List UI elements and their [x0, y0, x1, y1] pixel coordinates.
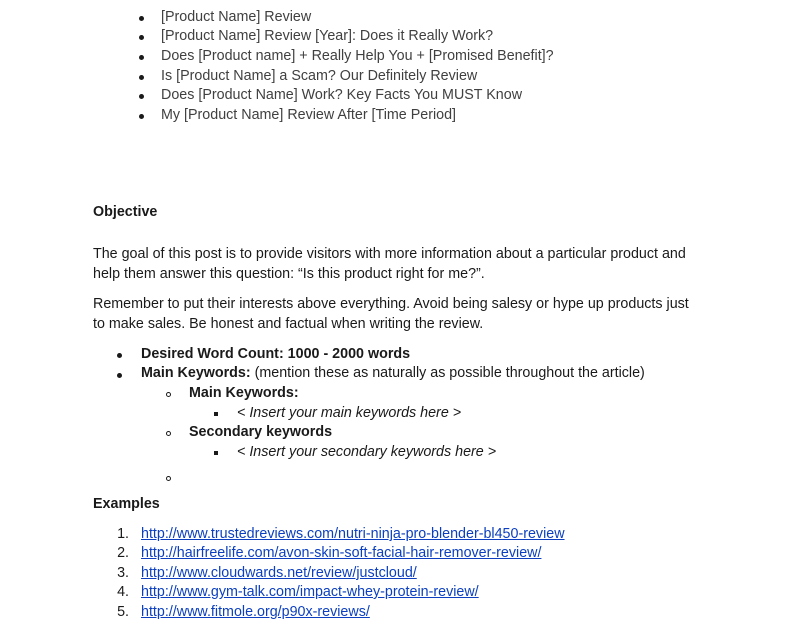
circle-bullet-icon [166, 476, 171, 481]
bullet-icon [117, 353, 122, 358]
word-count: Desired Word Count: 1000 - 2000 words [141, 346, 411, 362]
list-item: [Product Name] Review [Year]: Does it Really Work? [161, 28, 494, 44]
objective-heading: Objective [93, 204, 158, 220]
main-keywords-item [141, 364, 645, 383]
objective-paragraph-line: The goal of this post is to provide visitors with more information about a particular product and [93, 246, 686, 262]
list-number: 4. [117, 584, 129, 600]
examples-heading: Examples [93, 496, 160, 512]
square-bullet-icon [214, 412, 218, 416]
list-number: 2. [117, 545, 129, 561]
secondary-keywords-placeholder: < Insert your secondary keywords here > [237, 444, 497, 460]
bullet-icon [139, 35, 144, 40]
main-keywords-note: (mention these as naturally as possible throughout the article) [250, 365, 645, 381]
bullet-icon [117, 373, 122, 378]
example-link[interactable]: http://www.trustedreviews.com/nutri-ninja-pro-blender-bl450-review [141, 526, 565, 542]
bullet-icon [139, 75, 144, 80]
list-number: 3. [117, 565, 129, 581]
list-item: Does [Product Name] Work? Key Facts You MUST Know [161, 87, 523, 103]
example-link[interactable]: http://hairfreelife.com/avon-skin-soft-facial-hair-remover-review/ [141, 545, 542, 561]
list-number: 1. [117, 526, 129, 542]
example-link[interactable]: http://www.gym-talk.com/impact-whey-protein-review/ [141, 584, 479, 600]
secondary-keywords-label: Secondary keywords [189, 424, 333, 440]
circle-bullet-icon [166, 392, 171, 397]
sub-main-keywords-label: Main Keywords: [189, 385, 299, 401]
example-link[interactable]: http://www.fitmole.org/p90x-reviews/ [141, 604, 370, 620]
list-item: [Product Name] Review [161, 9, 312, 25]
objective-paragraph-line: help them answer this question: “Is this product right for me?”. [93, 266, 485, 282]
list-item: Does [Product name] + Really Help You + [Promised Benefit]? [161, 48, 554, 64]
reminder-paragraph-line: to make sales. Be honest and factual when writing the review. [93, 316, 484, 332]
square-bullet-icon [214, 451, 218, 455]
main-keywords-label: Main Keywords: [141, 365, 251, 381]
list-item: Is [Product Name] a Scam? Our Definitely Review [161, 68, 478, 84]
list-number: 5. [117, 604, 129, 620]
reminder-paragraph-line: Remember to put their interests above everything. Avoid being salesy or hype up products just [93, 296, 689, 312]
bullet-icon [139, 55, 144, 60]
example-link[interactable]: http://www.cloudwards.net/review/justcloud/ [141, 565, 417, 581]
bullet-icon [139, 94, 144, 99]
bullet-icon [139, 16, 144, 21]
main-keywords-placeholder: < Insert your main keywords here > [237, 405, 462, 421]
circle-bullet-icon [166, 431, 171, 436]
list-item: My [Product Name] Review After [Time Period] [161, 107, 457, 123]
bullet-icon [139, 114, 144, 119]
